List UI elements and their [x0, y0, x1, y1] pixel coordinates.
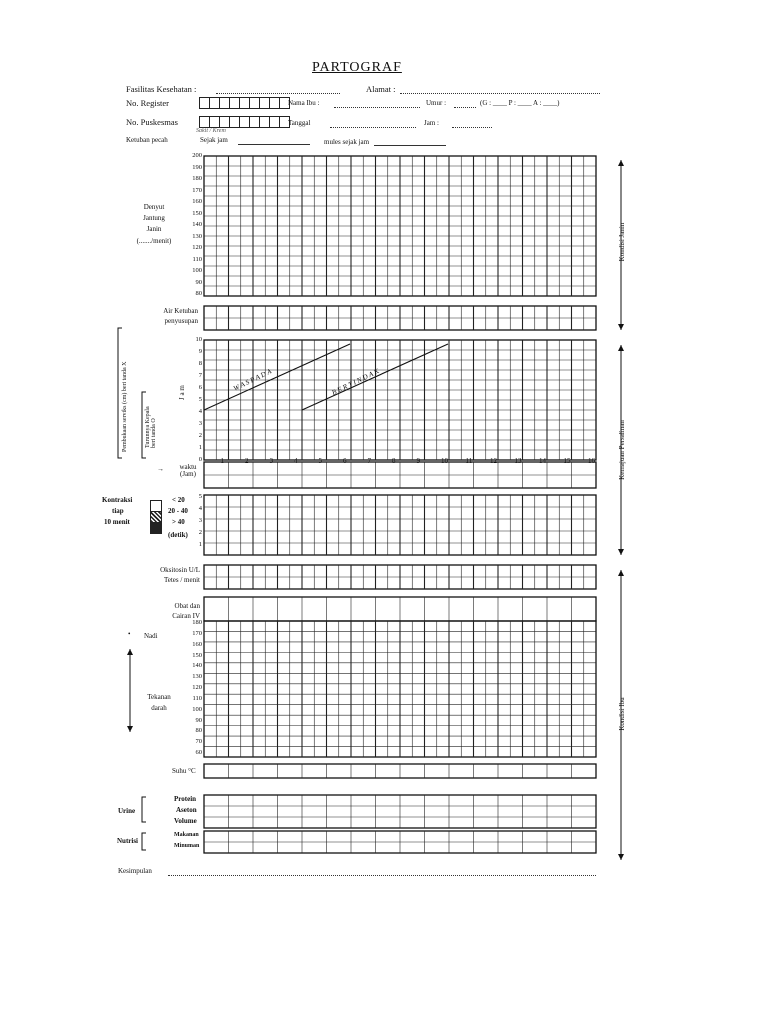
vitals-tick: 90 [195, 716, 202, 724]
puskesmas-label: No. Puskesmas [126, 117, 178, 127]
makanan-label: Makanan [174, 832, 199, 838]
progress-x-tick: 13 [514, 457, 522, 465]
fetal-tick: 80 [195, 290, 202, 297]
progress-y-tick: 9 [198, 348, 202, 355]
tanggal-label: Tanggal [288, 119, 311, 127]
progress-x-tick: 15 [563, 457, 571, 465]
janin-arrow-head-bottom [618, 324, 624, 330]
turun-kepala-label: Turunnya Kepala beri tanda O [145, 406, 157, 448]
kontraksi-label-1: Kontraksi [102, 496, 133, 504]
vitals-tick: 110 [192, 694, 202, 702]
vitals-tick: 130 [192, 673, 202, 681]
protein-label: Protein [174, 795, 197, 803]
handwritten-note: Sakit / Krem [196, 128, 226, 134]
kemajuan-persalinan-label: Kemajuan Persalinan [618, 420, 626, 480]
ketuban-label: Ketuban pecah [126, 136, 168, 144]
vitals-tick: 180 [192, 619, 202, 626]
tekanan-label-2: darah [151, 704, 167, 712]
obat-label-1: Obat dan [174, 602, 200, 610]
nama-ibu-label: Nama Ibu : [288, 99, 320, 107]
vitals-tick: 60 [195, 749, 202, 756]
nadi-bullet: • [128, 630, 131, 638]
progress-x-tick: 2 [245, 457, 249, 465]
vitals-tick: 100 [192, 705, 202, 713]
nutrisi-grid[interactable] [204, 831, 596, 853]
fetal-tick: 200 [192, 152, 202, 159]
air-ketuban-label: Air Ketuban [163, 307, 198, 315]
ibu-arrow-head-bottom [618, 854, 624, 860]
kesimpulan-label: Kesimpulan [118, 867, 152, 875]
progress-y-tick: 10 [195, 336, 202, 343]
fetal-heart-grid[interactable] [204, 156, 596, 296]
vitals-tick: 70 [195, 738, 202, 746]
fetal-tick: 120 [192, 244, 202, 251]
sejak-jam-label: Sejak jam [200, 136, 228, 144]
progress-x-tick: 5 [318, 457, 322, 465]
alamat-label: Alamat : [366, 84, 396, 94]
progress-x-tick: 8 [392, 457, 396, 465]
tekanan-arrow-top [127, 649, 133, 655]
fetal-tick: 140 [192, 221, 202, 228]
mules-label: mules sejak jam [324, 138, 370, 146]
progress-x-tick: 6 [343, 457, 347, 465]
fetal-tick: 170 [192, 186, 202, 194]
contraction-tick: 3 [198, 517, 202, 524]
vitals-tick: 170 [192, 629, 202, 637]
fetal-tick: 110 [192, 255, 202, 263]
waspada-label: W A S P A D A [232, 367, 273, 393]
jam-label: Jam : [424, 119, 439, 127]
contraction-tick: 1 [198, 541, 202, 548]
jam-axis-label: J a m [178, 385, 186, 400]
oksitosin-grid[interactable] [204, 565, 596, 589]
fetal-tick: 180 [192, 175, 202, 182]
suhu-label: Suhu °C [172, 767, 196, 775]
contraction-tick: 4 [198, 505, 202, 512]
kondisi-janin-label: Kondisi Janin [618, 222, 626, 262]
oksitosin-label: Oksitosin U/L [160, 566, 200, 574]
legend-solid-icon [150, 522, 162, 534]
penyusupan-label: penyusupan [164, 317, 198, 325]
obat-label-2: Cairan IV [172, 612, 200, 620]
urine-bracket [142, 797, 146, 822]
progress-x-tick: 3 [269, 457, 273, 465]
progress-y-tick: 8 [198, 360, 202, 367]
suhu-grid[interactable] [204, 764, 596, 778]
document-title: PARTOGRAF [312, 60, 402, 75]
waktu-grid[interactable] [204, 462, 596, 488]
fasilitas-label: Fasilitas Kesehatan : [126, 84, 197, 94]
persalinan-arrow-head-bottom [618, 549, 624, 555]
legend-gt40: > 40 [172, 518, 185, 526]
bertindak-label: B E R T I N D A K [330, 367, 381, 397]
contraction-tick: 2 [198, 529, 202, 536]
gpa-label: (G : ____ P : ____ A : ____) [480, 99, 560, 107]
fetal-tick: 160 [192, 198, 202, 205]
progress-x-tick: 9 [416, 457, 420, 465]
fetal-label-1: Denyut [143, 203, 165, 211]
kontraksi-label-2: tiap [112, 507, 124, 515]
fetal-tick: 100 [192, 267, 202, 274]
waktu-arrow: → [157, 465, 164, 473]
waktu-label: waktu (Jam) [179, 463, 197, 478]
progress-y-tick: 2 [198, 432, 202, 439]
progress-x-tick: 16 [588, 457, 595, 465]
tekanan-label-1: Tekanan [147, 693, 171, 701]
kesimpulan-field[interactable] [168, 875, 596, 876]
ibu-arrow-head-top [618, 570, 624, 576]
progress-y-tick: 3 [198, 420, 202, 427]
fetal-tick: 150 [192, 209, 202, 217]
legend-detik: (detik) [168, 531, 188, 539]
progress-x-tick: 12 [490, 457, 497, 465]
vitals-tick: 80 [195, 727, 202, 735]
tekanan-arrow-bottom [127, 726, 133, 732]
air-ketuban-grid[interactable] [204, 306, 596, 330]
progress-y-tick: 6 [198, 384, 202, 391]
contraction-tick: 5 [198, 493, 202, 500]
cervix-label: Pembukaan serviks (cm) beri tanda X [122, 361, 128, 452]
urine-grid[interactable] [204, 795, 596, 828]
fetal-tick: 190 [192, 163, 202, 171]
vitals-tick: 140 [192, 662, 202, 670]
fetal-label-4: (......./menit) [136, 237, 172, 245]
fetal-tick: 130 [192, 232, 202, 240]
progress-y-tick: 7 [198, 372, 202, 379]
progress-x-tick: 11 [465, 457, 473, 465]
persalinan-arrow-head-top [618, 345, 624, 351]
obat-grid[interactable] [204, 597, 596, 621]
nutrisi-bracket [142, 833, 146, 850]
janin-arrow-head-top [618, 160, 624, 166]
vitals-tick: 150 [192, 651, 202, 659]
progress-x-tick: 7 [367, 457, 371, 465]
progress-y-tick: 0 [198, 456, 202, 463]
umur-label: Umur : [426, 99, 447, 107]
fetal-label-2: Jantung [143, 214, 165, 222]
fetal-label-3: Janin [146, 225, 162, 233]
progress-grid[interactable] [204, 340, 596, 460]
urine-label: Urine [118, 807, 136, 815]
volume-label: Volume [174, 817, 197, 825]
progress-x-tick: 4 [294, 457, 298, 465]
nadi-label: Nadi [144, 632, 158, 640]
kontraksi-label-3: 10 menit [104, 518, 130, 526]
legend-lt20: < 20 [172, 496, 185, 504]
vitals-grid[interactable] [204, 621, 596, 757]
contraction-grid[interactable] [204, 495, 596, 555]
aseton-label: Aseton [176, 806, 197, 814]
progress-x-tick: 10 [441, 457, 448, 465]
progress-y-tick: 1 [198, 444, 202, 451]
progress-x-tick: 14 [539, 457, 546, 465]
fetal-tick: 90 [195, 278, 202, 286]
kondisi-ibu-label: Kondisi Ibu [618, 697, 626, 731]
tetes-label: Tetes / menit [163, 576, 200, 584]
progress-y-tick: 5 [198, 396, 202, 403]
vitals-tick: 120 [192, 684, 202, 691]
progress-y-tick: 4 [198, 408, 202, 415]
progress-x-tick: 1 [220, 457, 224, 465]
vitals-tick: 160 [192, 640, 202, 648]
register-label: No. Register [126, 98, 169, 108]
minuman-label: Minuman [174, 843, 200, 849]
legend-20-40: 20 - 40 [168, 507, 188, 515]
nutrisi-label: Nutrisi [117, 837, 138, 845]
